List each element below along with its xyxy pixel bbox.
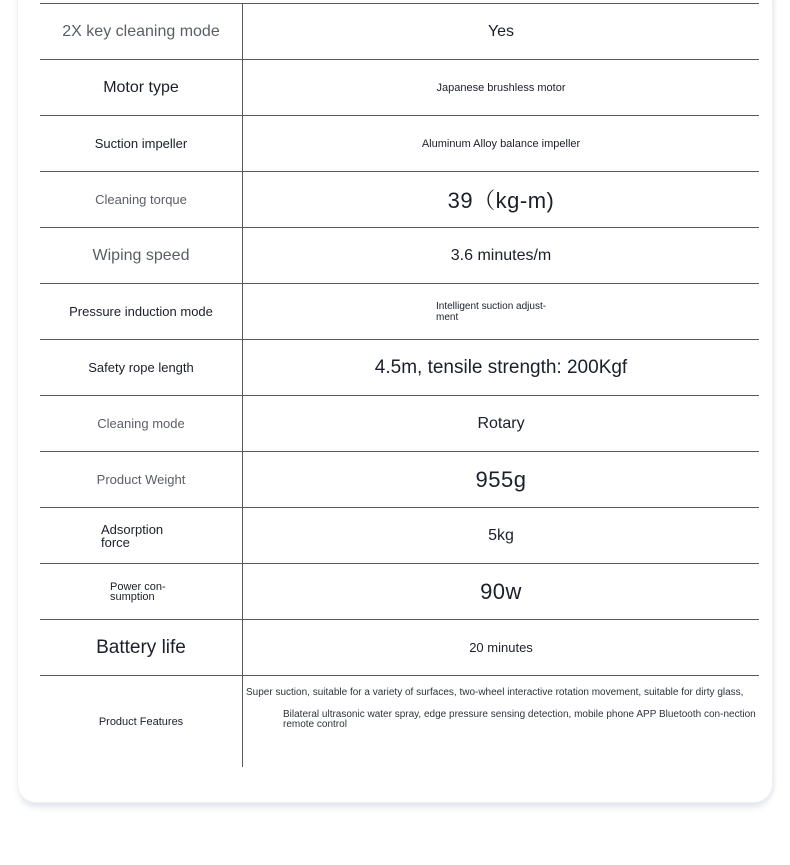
row-value: 39（kg-m) [447, 188, 555, 213]
row-label: Motor type [40, 60, 243, 115]
features-text-2: Bilateral ultrasonic water spray, edge pressure sensing detection, mobile phone APP Bluetooth con-nection remote control [283, 709, 756, 730]
spec-table [40, 3, 759, 767]
row-value: 3.6 minutes/m [450, 246, 552, 264]
row-label: Wiping speed [40, 228, 243, 283]
table-row [40, 4, 759, 60]
row-label: Pressure induction mode [40, 284, 243, 339]
table-row [40, 116, 759, 172]
table-row [40, 228, 759, 284]
table-row [40, 340, 759, 396]
table-row [40, 284, 759, 340]
table-row [40, 60, 759, 116]
table-row [40, 172, 759, 228]
table-row [40, 452, 759, 508]
row-value: 20 minutes [469, 640, 533, 655]
row-value: Intelligent suction adjust-ment [436, 300, 547, 323]
row-value: 4.5m, tensile strength: 200Kgf [374, 356, 628, 378]
row-label: Product Features [40, 676, 243, 767]
row-label: Cleaning mode [40, 396, 243, 451]
row-value: Aluminum Alloy balance impeller [421, 137, 581, 150]
row-label: Safety rope length [40, 340, 243, 395]
table-row [40, 508, 759, 564]
table-row [40, 676, 759, 767]
table-row [40, 564, 759, 620]
row-value: 5kg [488, 526, 514, 544]
row-value: 955g [475, 466, 527, 492]
table-row [40, 620, 759, 676]
row-value: Japanese brushless motor [436, 81, 566, 94]
row-label: Product Weight [40, 452, 243, 507]
row-value: Yes [487, 22, 515, 40]
row-label: Suction impeller [40, 116, 243, 171]
features-text-1: Super suction, suitable for a variety of surfaces, two-wheel interactive rotation movement, suitable for dirty glass, [246, 687, 744, 698]
row-label: Battery life [40, 620, 243, 675]
row-label: Cleaning torque [40, 172, 243, 227]
row-label: Power con-sumption [110, 580, 166, 603]
table-row [40, 396, 759, 452]
row-label: Adsorption force [101, 521, 164, 550]
row-label: 2X key cleaning mode [40, 4, 243, 59]
row-value: 90w [480, 578, 522, 604]
row-value: Rotary [477, 414, 525, 432]
